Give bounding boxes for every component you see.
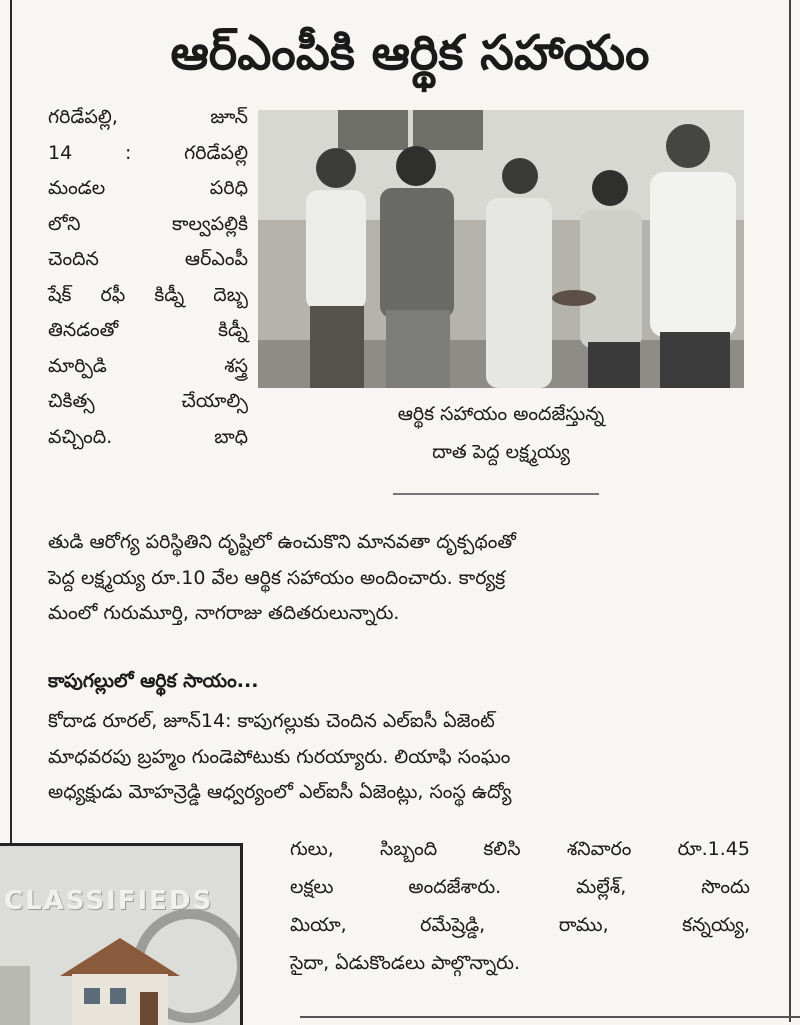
intro-line: మార్పిడి శస్త్ర	[48, 354, 248, 377]
photo-caption-line: ఆర్థిక సహాయం అందజేస్తున్న	[397, 403, 605, 425]
intro-line: చికిత్స చేయాల్సి	[48, 390, 248, 412]
article-continued-text	[48, 525, 748, 632]
right-column-rule	[789, 0, 791, 1022]
left-column-rule	[10, 0, 12, 845]
body-line: అధ్యక్షుడు మోహన్రెడ్డి ఆధ్వర్యంలో ఎల్ఐసీ ఏజెంట్లు, సంస్థ ఉద్యో	[48, 781, 512, 803]
second-article-top	[48, 664, 748, 700]
intro-line: లోని కాల్వపల్లికి	[48, 212, 248, 235]
intro-line: వచ్చింది. బాధి	[48, 425, 248, 448]
intro-line: 14 : గరిడేపల్లి	[48, 141, 248, 164]
body-line: మియా, రమేష్రెడ్డి, రాము, కన్నయ్య,	[290, 914, 750, 936]
second-article-right-column	[290, 830, 750, 982]
body-line: కోదాడ రూరల్, జూన్14: కాపుగల్లుకు చెందిన ఎల్ఐసీ ఏజెంట్	[48, 710, 495, 732]
body-line: తుడి ఆరోగ్య పరిస్థితిని దృష్టిలో ఉంచుకొని మానవతా దృక్పథంతో	[48, 531, 516, 553]
photo-caption	[258, 395, 744, 471]
intro-column	[48, 100, 248, 455]
body-line: గులు, సిబ్బంది కలిసి శనివారం రూ.1.45	[290, 838, 750, 860]
news-photo	[258, 110, 744, 388]
intro-line: తినడంతో కిడ్నీ	[48, 319, 248, 341]
classifieds-advertisement	[0, 843, 243, 1025]
body-line: సైదా, ఏడుకొండలు పాల్గొన్నారు.	[290, 952, 521, 974]
intro-line: చెందిన ఆర్ఎంపీ	[48, 248, 248, 270]
intro-line: మండల పరిధి	[48, 177, 248, 199]
second-article-full-text	[48, 704, 748, 811]
intro-line: షేక్ రఫీ కిడ్నీ దెబ్బ	[48, 283, 248, 306]
body-line: మంలో గురుమూర్తి, నాగరాజు తదితరులున్నారు.	[48, 602, 400, 624]
photo-caption-line: దాత పెద్ద లక్ష్మయ్య	[432, 441, 570, 463]
body-line: మాధవరపు బ్రహ్మం గుండెపోటుకు గురయ్యారు. లియాఫి సంఘం	[48, 745, 511, 768]
caption-divider	[393, 493, 599, 495]
intro-line: గరిడేపల్లి, జూన్	[48, 106, 248, 128]
house-icon	[0, 846, 240, 1025]
body-line: పెద్ద లక్ష్మయ్య రూ.10 వేల ఆర్థిక సహాయం అందించారు. కార్యక్ర	[48, 566, 506, 589]
bottom-divider	[300, 1016, 800, 1018]
article-headline: ఆర్ఎంపీకి ఆర్థిక సహాయం	[170, 25, 650, 81]
advertisement-text: CLASSIFIEDS	[4, 886, 214, 916]
body-line: లక్షలు అందజేశారు. మల్లేశ్, సొందు	[290, 876, 750, 898]
photo-people-illustration	[258, 110, 744, 388]
second-article-subheading: కాపుగల్లులో ఆర్థిక సాయం...	[48, 670, 259, 692]
